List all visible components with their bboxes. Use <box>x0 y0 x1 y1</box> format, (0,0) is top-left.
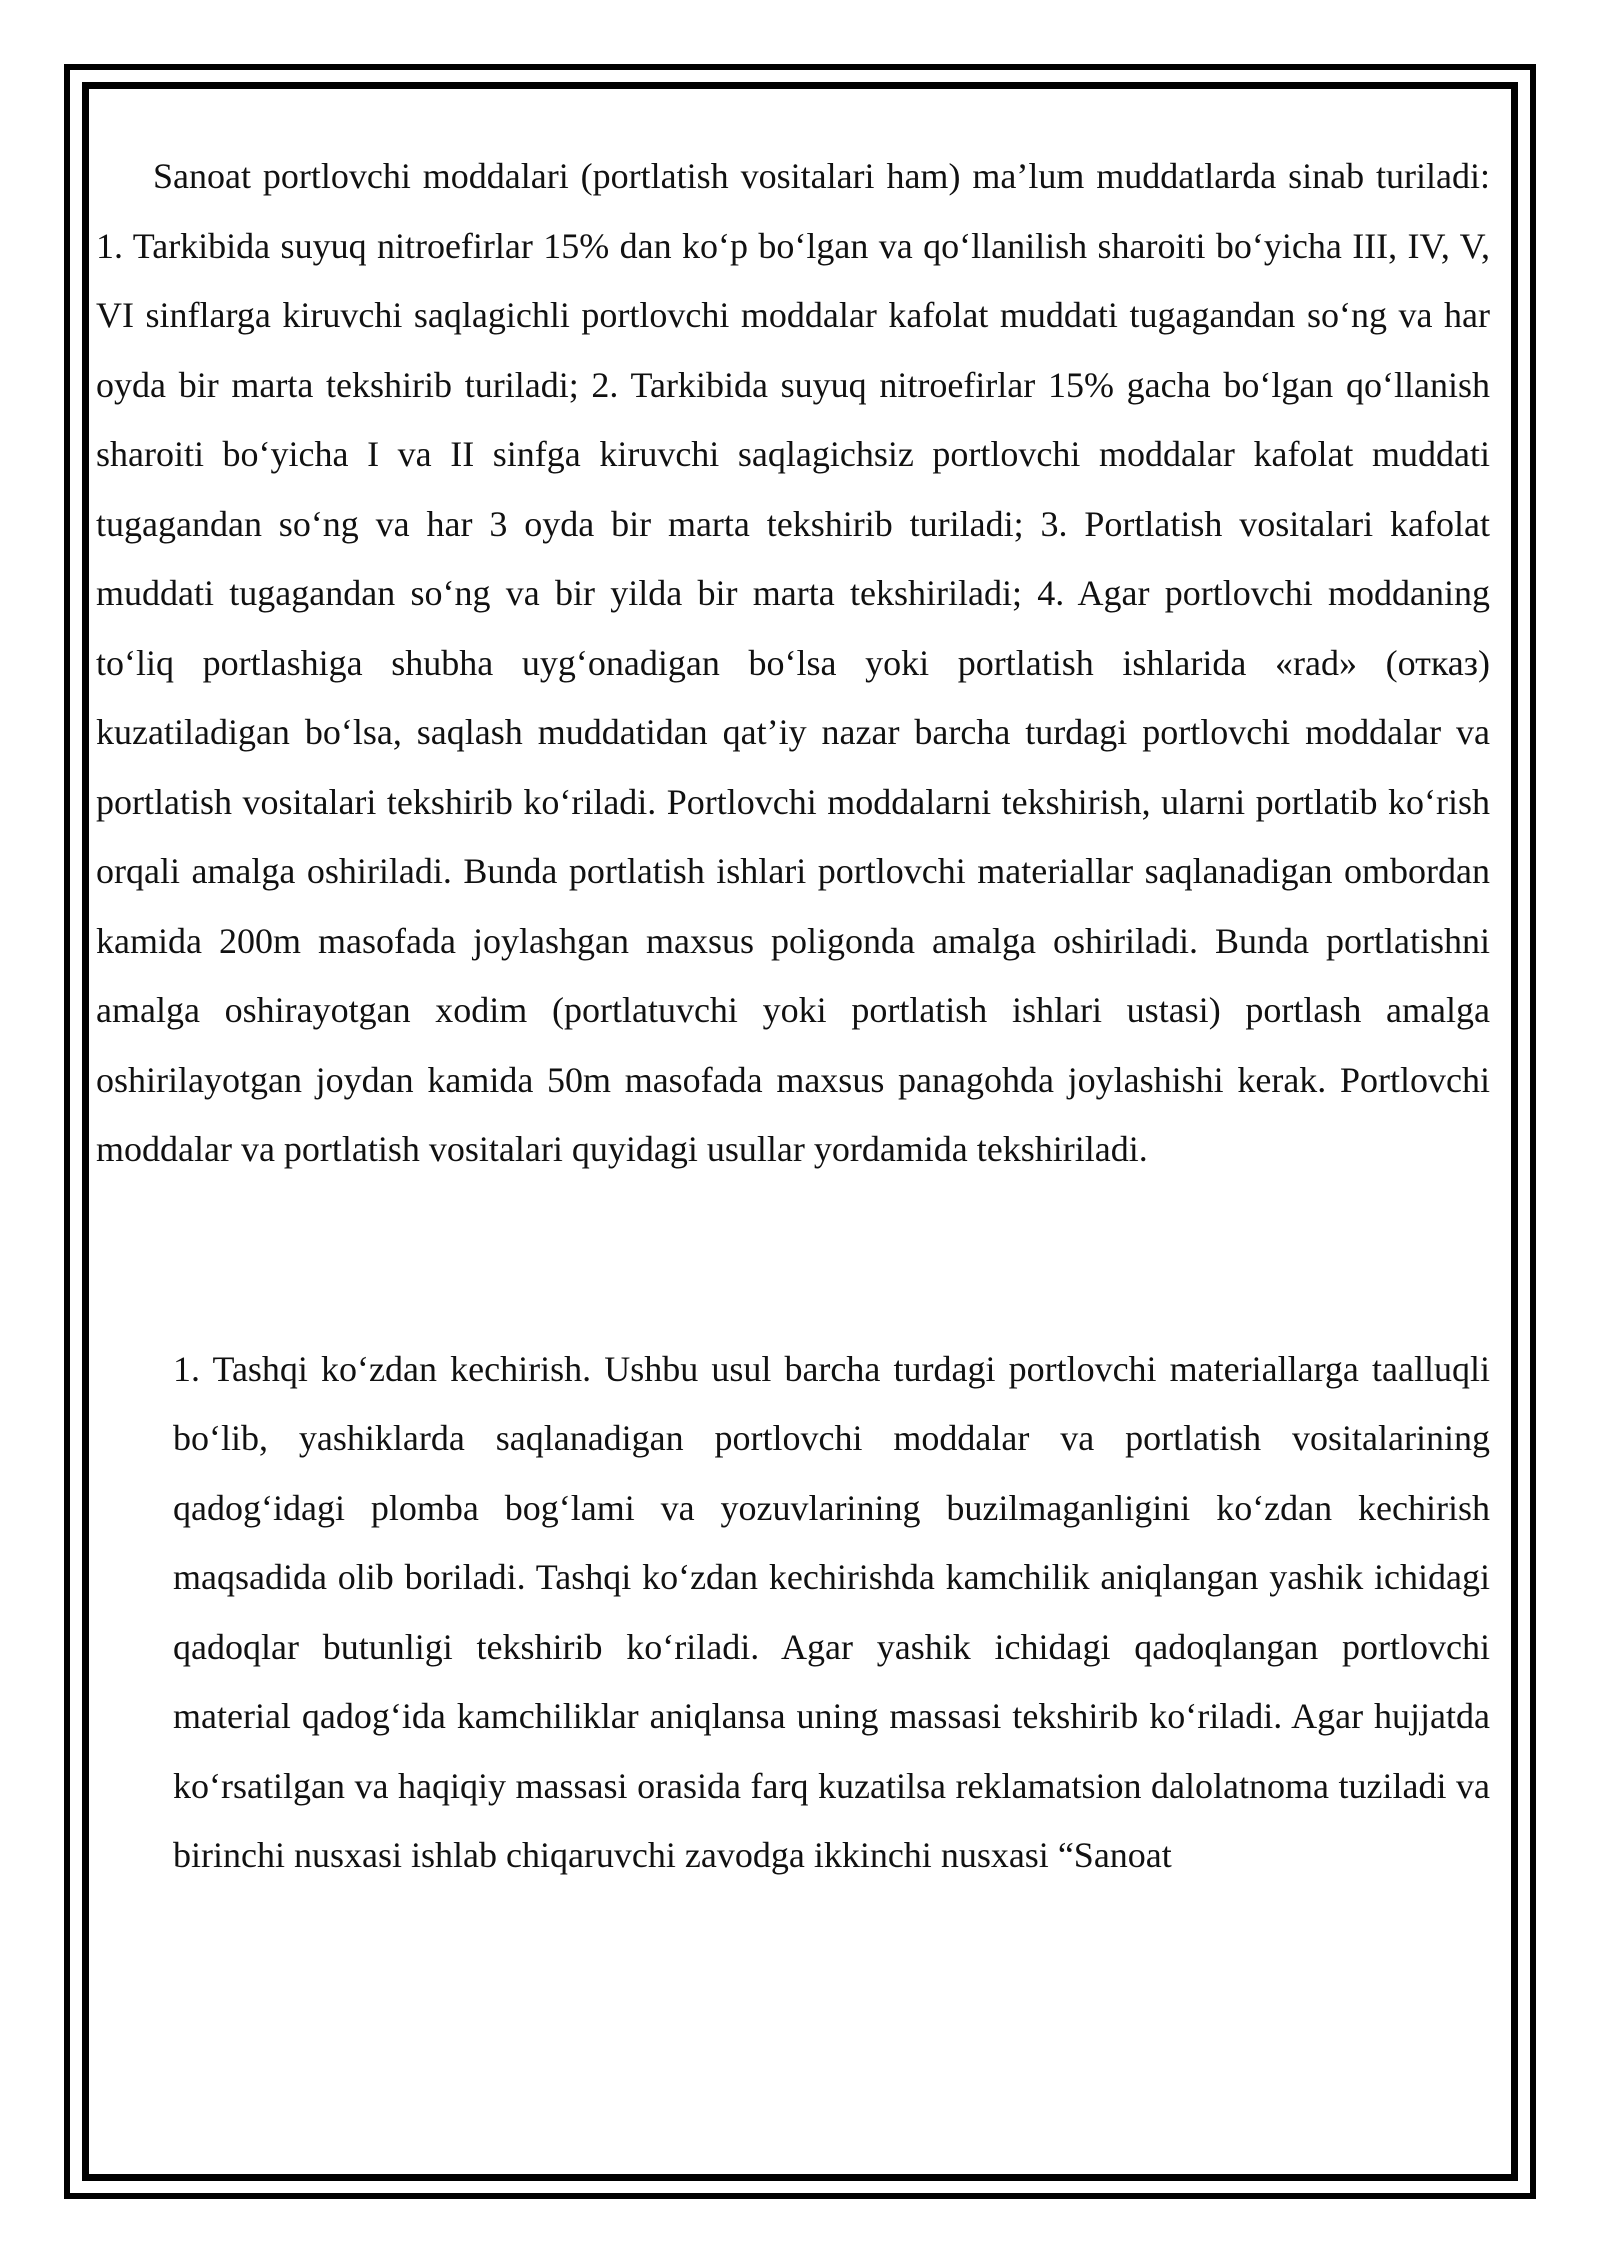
document-body <box>96 142 1490 1891</box>
list-item: 1. Tashqi ko‘zdan kechirish. Ushbu usul barcha turdagi portlovchi materiallarga taalluqli bo‘lib, yashiklarda saqlanadigan portlovchi moddalar va portlatish vositalarining qadog‘idagi plomba bog‘lami va yozuvlarining buzilmaganligini ko‘zdan kechirish maqsadida olib boriladi. Tashqi ko‘zdan kechirishda kamchilik aniqlangan yashik ichidagi qadoqlar butunligi tekshirib ko‘riladi. Agar yashik ichidagi qadoqlangan portlovchi material qadog‘ida kamchiliklar aniqlansa uning massasi tekshirib ko‘riladi. Agar hujjatda ko‘rsatilgan va haqiqiy massasi orasida farq kuzatilsa reklamatsion dalolatnoma tuziladi va birinchi nusxasi ishlab chiqaruvchi zavodga ikkinchi nusxasi “Sanoat <box>173 1348 1490 1875</box>
body-paragraph: Sanoat portlovchi moddalari (portlatish vositalari ham) ma’lum muddatlarda sinab turiladi: 1. Tarkibida suyuq nitroefirlar 15% dan ko‘p bo‘lgan va qo‘llanilish sharoiti bo‘yicha III, IV, V, VI sinflarga kiruvchi saqlagichli portlovchi moddalar kafolat muddati tugagandan so‘ng va har oyda bir marta tekshirib turiladi; 2. Tarkibida suyuq nitroefirlar 15% gacha bo‘lgan qo‘llanish sharoiti bo‘yicha I va II sinfga kiruvchi saqlagichsiz portlovchi moddalar kafolat muddati tugagandan so‘ng va har 3 oyda bir marta tekshirib turiladi; 3. Portlatish vositalari kafolat muddati tugagandan so‘ng va bir yilda bir marta tekshiriladi; 4. Agar portlovchi moddaning to‘liq portlashiga shubha uyg‘onadigan bo‘lsa yoki portlatish ishlarida «rad» (отказ) kuzatiladigan bo‘lsa, saqlash muddatidan qat’iy nazar barcha turdagi portlovchi moddalar va portlatish vositalari tekshirib ko‘riladi. Portlovchi moddalarni tekshirish, ularni portlatib ko‘rish orqali amalga oshiriladi. Bunda portlatish ishlari portlovchi materiallar saqlanadigan ombordan kamida 200m masofada joylashgan maxsus poligonda amalga oshiriladi. Bunda portlatishni amalga oshirayotgan xodim (portlatuvchi yoki portlatish ishlari ustasi) portlash amalga oshirilayotgan joydan kamida 50m masofada maxsus panagohda joylashishi kerak. Portlovchi moddalar va portlatish vositalari quyidagi usullar yordamida tekshiriladi. <box>96 156 1490 1169</box>
numbered-list <box>173 1335 1490 1891</box>
